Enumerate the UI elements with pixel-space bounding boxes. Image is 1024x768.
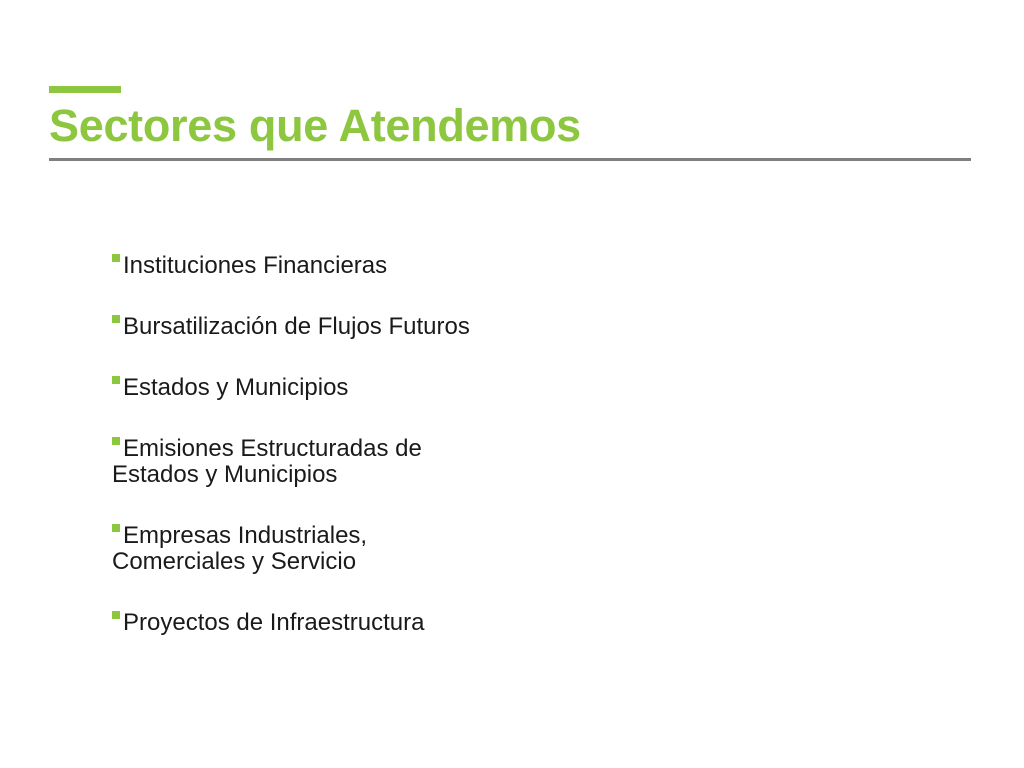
list-item (112, 436, 532, 488)
list-item-label: Bursatilización de Flujos Futuros (123, 313, 470, 340)
list-item-label: Proyectos de Infraestructura (123, 609, 425, 636)
square-bullet-icon (112, 611, 120, 619)
list-item (112, 314, 532, 340)
sector-list (112, 253, 532, 671)
square-bullet-icon (112, 437, 120, 445)
list-item-label: Empresas Industriales, Comerciales y Servicio (112, 522, 368, 575)
list-item (112, 523, 532, 575)
slide-title: Sectores que Atendemos (49, 100, 581, 151)
list-item-label: Instituciones Financieras (123, 252, 388, 279)
list-item-label: Estados y Municipios (123, 374, 349, 401)
square-bullet-icon (112, 254, 120, 262)
title-accent-bar (49, 86, 121, 93)
list-item (112, 610, 532, 636)
square-bullet-icon (112, 376, 120, 384)
list-item (112, 253, 532, 279)
square-bullet-icon (112, 524, 120, 532)
list-item-label: Emisiones Estructuradas de Estados y Municipios (112, 435, 422, 488)
title-divider (49, 158, 971, 161)
list-item (112, 375, 532, 401)
square-bullet-icon (112, 315, 120, 323)
